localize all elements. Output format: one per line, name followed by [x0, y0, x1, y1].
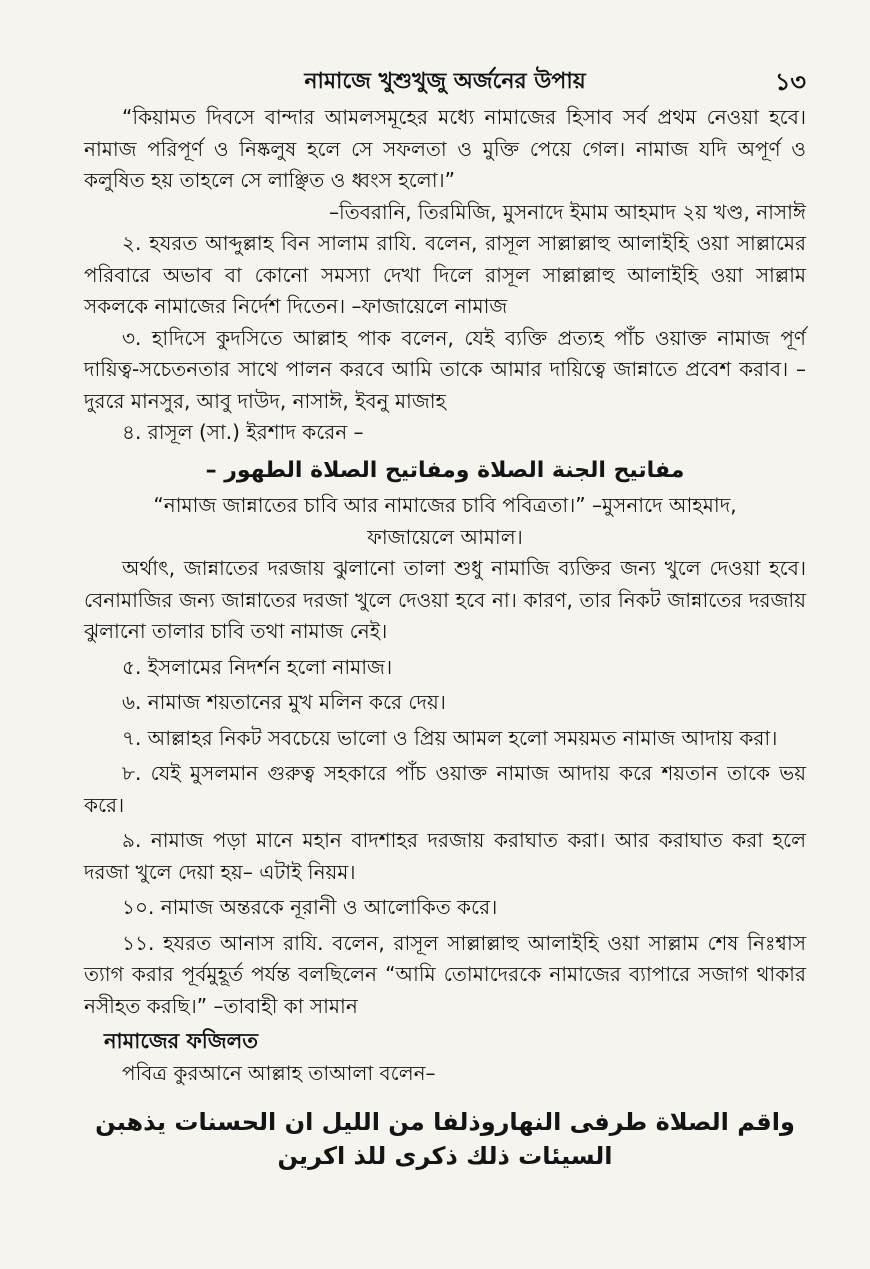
list-item-2: ২. হযরত আব্দুল্লাহ বিন সালাম রাযি. বলেন, রাসূল সাল্লাল্লাহু আলাইহি ওয়া সাল্লামের পরিবারে অভাব বা কোনো সমস্যা দেখা দিলে রাসূল সাল্লাল্লাহু আলাইহি ওয়া সাল্লাম সকলকে নামাজের নির্দেশ দিতেন। –ফাজায়েলে নামাজ: [84, 231, 806, 318]
header-title: নামাজে খুশুখুজু অর্জনের উপায়: [304, 69, 586, 94]
quran-verse: [84, 1105, 806, 1173]
list-item-8: ৮. যেই মুসলমান গুরুত্ব সহকারে পাঁচ ওয়াক্ত নামাজ আদায় করে শয়তান তাকে ভয় করে।: [84, 761, 806, 817]
hadith-translation-source: ফাজায়েলে আমাল।: [367, 524, 523, 549]
list-item-7: ৭. আল্লাহর নিকট সবচেয়ে ভালো ও প্রিয় আমল হলো সময়মত নামাজ আদায় করা।: [122, 725, 778, 750]
hadith-quote-1: “কিয়ামত দিবসে বান্দার আমলসমূহের মধ্যে নামাজের হিসাব সর্ব প্রথম নেওয়া হবে। নামাজ পরিপূর্ণ ও নিষ্কলুষ হলে সে সফলতা ও মুক্তি পেয়ে গেল। নামাজ যদি অপূর্ণ ও কলুষিত হয় তাহলে সে লাঞ্ছিত ও ধ্বংস হলো।”: [84, 105, 806, 192]
hadith-source-1: –তিবরানি, তিরমিজি, মুসনাদে ইমাম আহমাদ ২য় খণ্ড, নাসাঈ: [328, 199, 806, 224]
quran-verse-line-2: السيئات ذلك ذكرى للذ اكرين: [277, 1142, 613, 1170]
list-item-5: ৫. ইসলামের নিদর্শন হলো নামাজ।: [122, 654, 393, 679]
quran-verse-line-1: واقم الصلاة طرفى النهاروذلفا من الليل ان الحسنات يذهبن: [95, 1108, 795, 1136]
arabic-hadith: مفاتيح الجنة الصلاة ومفاتيح الصلاة الطهور –: [205, 457, 685, 483]
list-item-10: ১০. নামাজ অন্তরকে নূরানী ও আলোকিত করে।: [122, 895, 498, 919]
list-item-6: ৬. নামাজ শয়তানের মুখ মলিন করে দেয়।: [122, 690, 446, 714]
list-item-4: ৪. রাসূল (সা.) ইরশাদ করেন –: [122, 420, 364, 444]
list-item-9: ৯. নামাজ পড়া মানে মহান বাদশাহর দরজায় করাঘাত করা। আর করাঘাত করা হলে দরজা খুলে দেয়া হয়– এটাই নিয়ম।: [84, 828, 806, 884]
page-number: ১৩: [774, 68, 806, 96]
explanation-paragraph: অর্থাৎ, জান্নাতের দরজায় ঝুলানো তালা শুধু নামাজি ব্যক্তির জন্য খুলে দেওয়া হবে। বেনামাজির জন্য জান্নাতের দরজা খুলে দেওয়া হবে না। কারণ, তার নিকট জান্নাতের দরজায় ঝুলানো তালার চাবি তথা নামাজ নেই।: [84, 556, 806, 643]
list-item-3: ৩. হাদিসে কুদসিতে আল্লাহ পাক বলেন, যেই ব্যক্তি প্রত্যহ পাঁচ ওয়াক্ত নামাজ পূর্ণ দায়িত্ব-সচেতনতার সাথে পালন করবে আমি তাকে আমার দায়িত্বে জান্নাতে প্রবেশ করাব। –দুররে মানসুর, আবু দাউদ, নাসাঈ, ইবনু মাজাহ: [84, 325, 806, 413]
section-heading: নামাজের ফজিলত: [104, 1029, 259, 1053]
page-body: [84, 102, 806, 1173]
section-intro: পবিত্র কুরআনে আল্লাহ তাআলা বলেন–: [122, 1060, 436, 1085]
hadith-translation: “নামাজ জান্নাতের চাবি আর নামাজের চাবি পবিত্রতা।” –মুসনাদে আহমাদ,: [153, 493, 737, 517]
list-item-11: ১১. হযরত আনাস রাযি. বলেন, রাসূল সাল্লাল্লাহু আলাইহি ওয়া সাল্লাম শেষ নিঃশ্বাস ত্যাগ করার পূর্বমুহূর্ত পর্যন্ত বলছিলেন “আমি তোমাদেরকে নামাজের ব্যাপারে সজাগ থাকার নসীহত করছি।” –তাবাহী কা সামান: [84, 930, 806, 1018]
running-header: [84, 62, 806, 102]
